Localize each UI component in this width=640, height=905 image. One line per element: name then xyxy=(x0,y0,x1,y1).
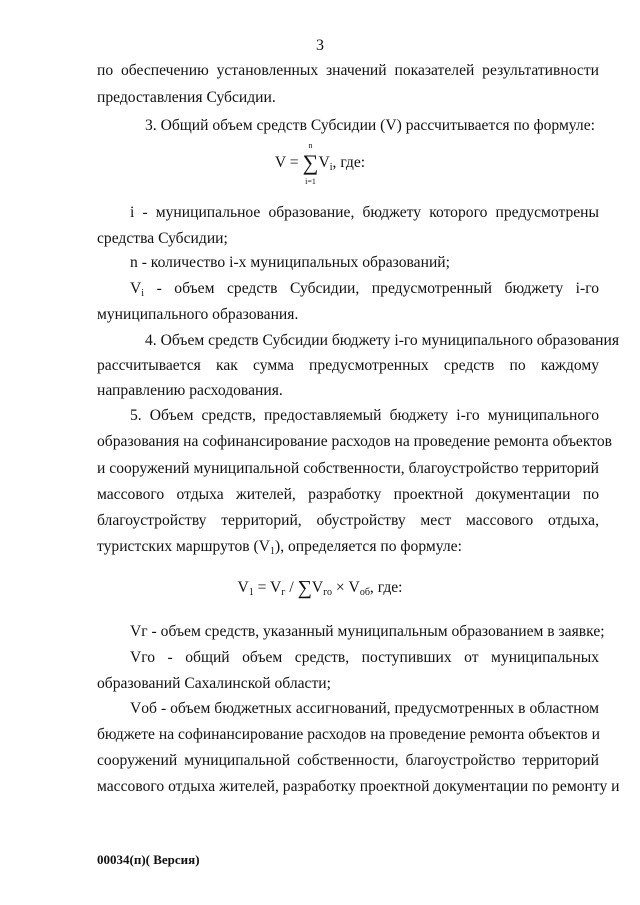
text-line: 5. Объем средств, предоставляемый бюджету i-го муниципального xyxy=(130,407,599,424)
text-line-vi xyxy=(130,279,599,304)
f2-sub-g: г xyxy=(281,587,286,598)
vi-text: - объем средств Субсидии, предусмотренный бюджету i-го xyxy=(144,280,599,297)
formula-lhs: V = xyxy=(274,154,299,171)
vi-var: V xyxy=(130,280,142,297)
formula-v1 xyxy=(0,577,640,607)
f2-div: / xyxy=(285,579,298,596)
text-line: Vоб - объем бюджетных ассигнований, предусмотренных в областном xyxy=(130,700,599,717)
tourist-subscript: 1 xyxy=(270,546,276,557)
sum-lower-limit: i=1 xyxy=(305,177,316,186)
text-line: 4. Объем средств Субсидии бюджету i-го муниципального образования xyxy=(145,332,620,349)
text-line: сооружений муниципальной собственности, благоустройство территорий xyxy=(97,752,599,769)
text-line: Vго - общий объем средств, поступивших от муниципальных xyxy=(130,649,599,666)
text-line: образования на софинансирование расходов на проведение ремонта объектов xyxy=(97,433,612,450)
f2-var-go: V xyxy=(311,579,324,596)
text-line: Vг - объем средств, указанный муниципальным образованием в заявке; xyxy=(130,623,605,640)
f2-eq: = V xyxy=(253,579,282,596)
f2-times: × V xyxy=(331,579,360,596)
tourist-text: туристских маршрутов (V xyxy=(97,538,271,555)
sum-symbol xyxy=(302,141,319,186)
text-line: благоустройству территорий, обустройству мест массового отдыха, xyxy=(97,512,599,529)
text-line: рассчитывается как сумма предусмотренных средств по каждому xyxy=(97,357,599,374)
text-line: 3. Общий объем средств Субсидии (V) рассчитывается по формуле: xyxy=(145,117,595,134)
text-line: массового отдыха жителей, разработку проектной документации по ремонту и xyxy=(97,778,620,795)
tourist-text-end: ), определяется по формуле: xyxy=(275,538,462,555)
formula-subscript: i xyxy=(329,162,333,173)
text-line-tourist xyxy=(97,537,599,562)
f2-sub-go: го xyxy=(323,587,332,598)
f2-sub-1: 1 xyxy=(248,587,254,598)
text-line: образований Сахалинской области; xyxy=(97,675,331,692)
text-line: и сооружений муниципальной собственности, благоустройство территорий xyxy=(97,460,599,477)
f2-sub-ob: об xyxy=(359,587,370,598)
f2-tail: , где: xyxy=(369,579,403,596)
vi-subscript: i xyxy=(141,288,145,299)
text-line: средства Субсидии; xyxy=(97,230,228,247)
f2-sum-sign: ∑ xyxy=(297,577,312,599)
formula-total-volume xyxy=(0,141,640,190)
text-line: i - муниципальное образование, бюджету которого предусмотрены xyxy=(130,204,599,221)
text-line: муниципального образования. xyxy=(97,306,299,323)
text-line: массового отдыха жителей, разработку проектной документации по xyxy=(97,486,599,503)
sum-sign: ∑ xyxy=(302,150,319,175)
formula-tail: , где: xyxy=(332,154,366,171)
formula-var: V xyxy=(318,154,330,171)
document-code: 00034(п)( Версия) xyxy=(97,852,200,867)
f2-var: V xyxy=(237,579,249,596)
text-line: предоставления Субсидии. xyxy=(97,89,276,106)
text-line: бюджете на софинансирование расходов на проведение ремонта объектов и xyxy=(97,726,600,743)
text-line: направлению расходования. xyxy=(97,382,283,399)
text-line: n - количество i-х муниципальных образований; xyxy=(130,254,450,271)
sum-upper-limit: n xyxy=(308,141,313,150)
text-line: по обеспечению установленных значений показателей результативности xyxy=(97,62,599,79)
page-number: 3 xyxy=(316,37,324,54)
